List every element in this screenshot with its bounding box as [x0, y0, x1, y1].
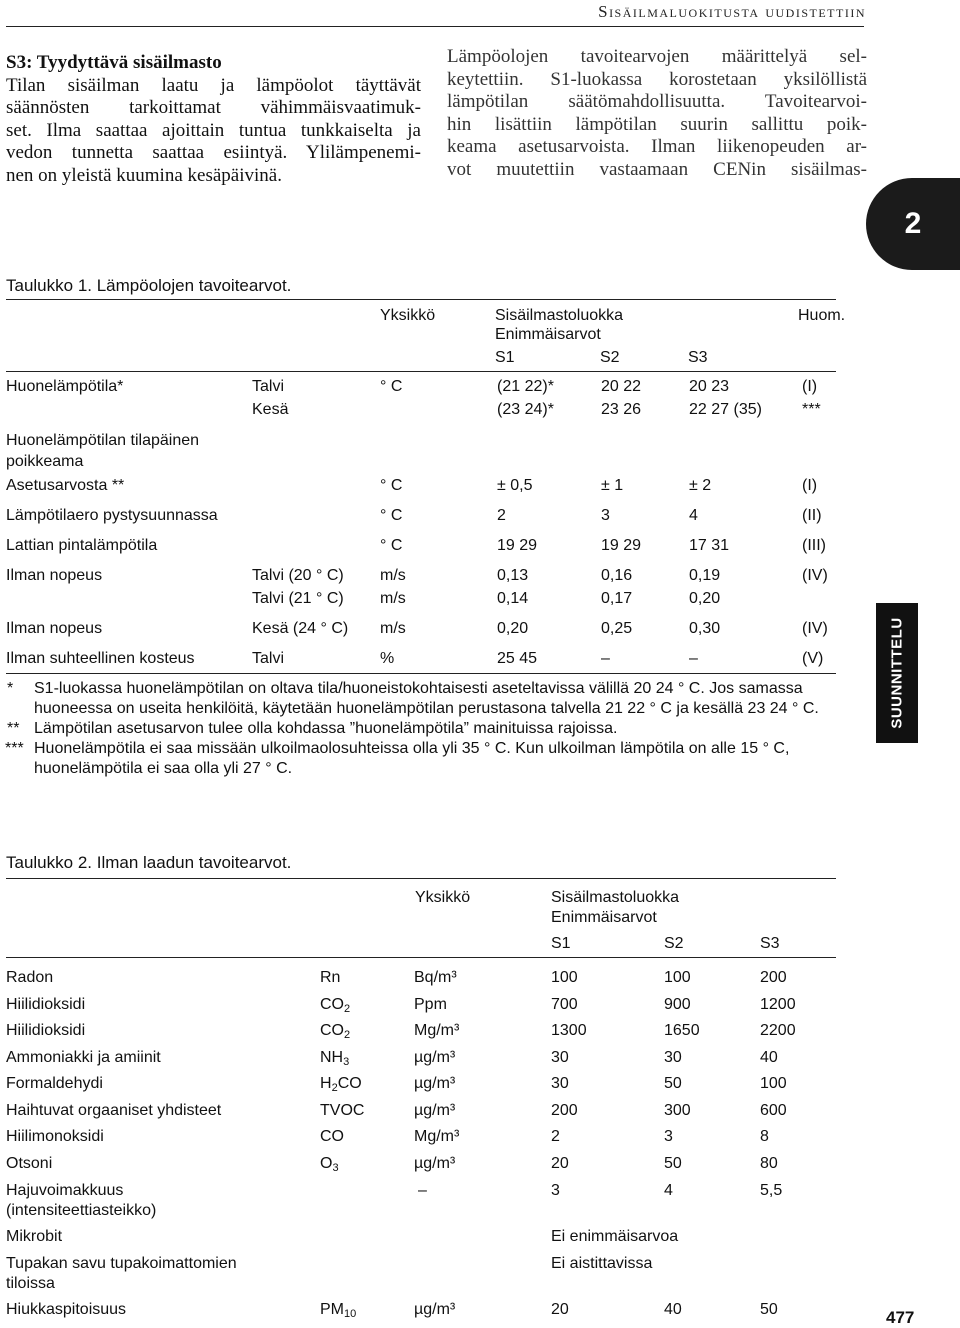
t1-cell-s2: 23 26 — [601, 401, 642, 418]
footnote-text: Huonelämpötila ei saa missään ulkoilmaolosuhteissa olla yli 35 ° C. Kun ulkoilman lämpötila on alle 15 ° C, huonelämpötila ei saa olla yli 27 ° C. — [34, 740, 790, 777]
t1-cell-c1: Lattian pintalämpötila — [6, 537, 158, 554]
t1-cell-note: (IV) — [802, 620, 828, 637]
table1-head-rule — [6, 371, 836, 372]
t2-unit: µg/m³ — [414, 1301, 456, 1318]
t1-cell-s3: ± 2 — [689, 477, 712, 494]
table1-top-rule — [6, 299, 836, 300]
symbol-main: Rn — [320, 969, 341, 986]
t1-cell-unit: ° C — [380, 507, 403, 524]
table2-caption: Taulukko 2. Ilman laadun tavoitearvot. — [6, 853, 292, 872]
symbol-main: CO — [320, 1128, 344, 1145]
t2-s1: 30 — [551, 1049, 569, 1066]
left-line: nen on yleistä kuumina kesäpäivinä. — [6, 164, 282, 186]
t2-s1: 20 — [551, 1155, 569, 1172]
t1-cell-s2: 3 — [601, 507, 610, 524]
t2-compound-name: Radon — [6, 969, 54, 986]
t1-cell-c1: Huonelämpötilan tilapäinen — [6, 432, 200, 449]
t2-head-unit: Yksikkö — [415, 889, 471, 906]
right-line: hin lisättiin lämpötilan suurin sallittu poik- — [447, 113, 867, 135]
t1-head-sub: Enimmäisarvot — [495, 326, 601, 343]
t2-head-class: Sisäilmastoluokka — [551, 889, 680, 906]
footnote-mark: * — [7, 680, 14, 697]
t1-cell-c1: Lämpötilaero pystysuunnassa — [6, 507, 218, 524]
t2-s2: 50 — [664, 1155, 682, 1172]
t1-head-class: Sisäilmastoluokka — [495, 307, 624, 324]
left-text-column — [6, 52, 421, 187]
t1-cell-c2: Talvi — [252, 650, 285, 667]
t2-s2: 30 — [664, 1049, 682, 1066]
t1-head-s2: S2 — [600, 349, 620, 366]
t1-cell-s2: – — [601, 650, 610, 667]
t2-unit: Ppm — [414, 996, 447, 1013]
t2-s2: 100 — [664, 969, 691, 986]
page-number: 477 — [886, 1308, 915, 1327]
t1-cell-s1: 25 45 — [497, 650, 538, 667]
t1-cell-s2: 0,17 — [601, 590, 633, 607]
t2-compound-name: Haihtuvat orgaaniset yhdisteet — [6, 1102, 222, 1119]
left-line: vedon tunnetta saattaa esiintyä. Ylilämpenemi- — [6, 142, 421, 163]
t1-head-note: Huom. — [798, 307, 846, 324]
t2-s3: 50 — [760, 1301, 778, 1318]
t1-cell-c1: poikkeama — [6, 453, 84, 470]
t1-cell-s3: 0,19 — [689, 567, 721, 584]
symbol-main: PM — [320, 1301, 344, 1318]
t1-cell-c1: Asetusarvosta ** — [6, 477, 125, 494]
t1-cell-s1: 2 — [497, 507, 506, 524]
t1-cell-unit: ° C — [380, 378, 403, 395]
t2-compound-name: Hajuvoimakkuus — [6, 1182, 124, 1199]
t1-cell-note: (I) — [802, 477, 818, 494]
section-side-tab — [876, 603, 918, 743]
t2-unit: – — [418, 1182, 427, 1199]
t1-cell-note: *** — [802, 401, 821, 418]
right-line: keama asetusarvoista. Ilman liikenopeuden ar- — [447, 136, 867, 157]
t2-s2: 300 — [664, 1102, 691, 1119]
t2-head-s1: S1 — [551, 935, 571, 952]
t2-s3: 80 — [760, 1155, 778, 1172]
t2-unit: Bq/m³ — [414, 969, 457, 986]
t2-s3: 5,5 — [760, 1182, 783, 1199]
symbol-tail: CO — [337, 1075, 362, 1092]
t1-cell-s1: ± 0,5 — [497, 477, 533, 494]
right-line: Lämpöolojen tavoitearvojen määrittelyä sel- — [447, 46, 867, 67]
t1-cell-unit: m/s — [380, 590, 406, 607]
t2-compound-name: Mikrobit — [6, 1228, 63, 1245]
t1-cell-s3: 20 23 — [689, 378, 730, 395]
t2-compound-name: Hiilidioksidi — [6, 1022, 86, 1039]
symbol-main: TVOC — [320, 1102, 365, 1119]
t1-cell-note: (I) — [802, 378, 818, 395]
t1-cell-s1: 0,20 — [497, 620, 529, 637]
t2-compound-name: Otsoni — [6, 1155, 53, 1172]
t2-unit: µg/m³ — [414, 1102, 456, 1119]
t2-s1: 200 — [551, 1102, 578, 1119]
t2-compound-name: Ammoniakki ja amiinit — [6, 1049, 161, 1066]
t1-cell-c2: Talvi (21 ° C) — [252, 590, 344, 607]
t1-cell-c2: Kesä — [252, 401, 289, 418]
chapter-number: 2 — [904, 207, 922, 240]
t2-symbol — [320, 1155, 339, 1173]
t2-s2: 50 — [664, 1075, 682, 1092]
t1-cell-s1: (21 22)* — [497, 378, 554, 395]
t1-cell-unit: m/s — [380, 620, 406, 637]
t2-symbol — [320, 1102, 364, 1120]
t2-head-s2: S2 — [664, 935, 684, 952]
t1-cell-note: (IV) — [802, 567, 828, 584]
t2-s1: 1300 — [551, 1022, 587, 1039]
table2-head-rule — [6, 957, 836, 958]
footnote-mark: *** — [5, 740, 24, 757]
t2-span-value: Ei aistittavissa — [551, 1255, 653, 1272]
t2-s1: 20 — [551, 1301, 569, 1318]
right-line: keytettiin. S1-luokassa korostetaan yksilöllistä — [447, 68, 867, 90]
footnote-text: Lämpötilan asetusarvon tulee olla kohdassa ”huonelämpötila” mainituissa rajoissa. — [34, 720, 618, 737]
footnote-text: S1-luokassa huonelämpötilan on oltava tila/huoneistokohtaisesti aseteltavissa välillä 20 24 ° C. Jos samassa huoneessa on useita henkilöitä, käytetään huonelämpötilan perustasona talvella 21 22 ° C ja kesällä 23 24 ° C. — [34, 680, 819, 717]
table1-caption: Taulukko 1. Lämpöolojen tavoitearvot. — [6, 276, 292, 295]
t1-cell-s2: 0,25 — [601, 620, 633, 637]
symbol-main: H — [320, 1075, 332, 1092]
t2-symbol — [320, 996, 350, 1014]
t1-cell-s3: 0,20 — [689, 590, 721, 607]
right-line: vot muutettiin vastaamaan CENin sisäilmas- — [447, 158, 867, 180]
symbol-subscript: 10 — [344, 1308, 357, 1320]
t2-s1: 100 — [551, 969, 578, 986]
t2-symbol — [320, 1128, 344, 1146]
t2-unit: µg/m³ — [414, 1049, 456, 1066]
t2-s2: 900 — [664, 996, 691, 1013]
t2-symbol — [320, 1301, 356, 1319]
t1-cell-note: (V) — [802, 650, 824, 667]
t2-s1: 3 — [551, 1182, 560, 1199]
t1-cell-c1: Ilman nopeus — [6, 620, 103, 637]
symbol-main: NH — [320, 1049, 344, 1066]
t2-s3: 1200 — [760, 996, 796, 1013]
t2-unit: Mg/m³ — [414, 1022, 460, 1039]
t2-compound-name: Formaldehydi — [6, 1075, 103, 1092]
t1-cell-s1: 0,14 — [497, 590, 529, 607]
t2-s2: 1650 — [664, 1022, 700, 1039]
t2-s3: 40 — [760, 1049, 778, 1066]
table2-top-rule — [6, 878, 836, 879]
t2-symbol — [320, 1022, 350, 1040]
t1-cell-unit: ° C — [380, 477, 403, 494]
t2-symbol — [320, 969, 340, 987]
t1-cell-c1: Ilman suhteellinen kosteus — [6, 650, 195, 667]
symbol-subscript: 3 — [343, 1056, 350, 1068]
t2-unit: Mg/m³ — [414, 1128, 460, 1145]
t2-s2: 3 — [664, 1128, 673, 1145]
t1-cell-unit: ° C — [380, 537, 403, 554]
t1-cell-unit: % — [380, 650, 395, 667]
t1-head-s1: S1 — [495, 349, 515, 366]
t1-cell-note: (II) — [802, 507, 822, 524]
t2-s1: 700 — [551, 996, 578, 1013]
t2-unit: µg/m³ — [414, 1155, 456, 1172]
t1-cell-s2: 19 29 — [601, 537, 642, 554]
left-line: set. Ilma saattaa ajoittain tuntua tunkkaiselta ja — [6, 119, 421, 141]
footnote-mark: ** — [7, 720, 20, 737]
chapter-tab — [866, 178, 960, 270]
t2-compound-name: Hiilimonoksidi — [6, 1128, 104, 1145]
t2-s3: 600 — [760, 1102, 787, 1119]
t1-cell-s1: 19 29 — [497, 537, 538, 554]
t2-compound-name-cont: tiloissa — [6, 1275, 55, 1292]
t1-cell-s2: 20 22 — [601, 378, 642, 395]
running-header: Sisäilmaluokitusta uudistettiin — [598, 2, 866, 21]
t1-cell-s3: 0,30 — [689, 620, 721, 637]
left-line: säännösten tarkoittamat vähimmäisvaatimuk- — [6, 97, 421, 118]
t1-cell-s2: 0,16 — [601, 567, 633, 584]
t1-cell-unit: m/s — [380, 567, 406, 584]
t2-head-sub: Enimmäisarvot — [551, 909, 657, 926]
section-heading: S3: Tyydyttävä sisäilmasto — [6, 52, 222, 73]
t1-cell-c1: Huonelämpötila* — [6, 378, 124, 395]
symbol-subscript: 2 — [344, 1003, 351, 1015]
symbol-subscript: 2 — [344, 1029, 351, 1041]
t2-s3: 2200 — [760, 1022, 796, 1039]
t1-cell-s1: 0,13 — [497, 567, 529, 584]
t1-cell-s3: 17 31 — [689, 537, 730, 554]
symbol-main: CO — [320, 1022, 344, 1039]
t2-s1: 2 — [551, 1128, 560, 1145]
side-tab-label: SUUNNITTELU — [888, 617, 906, 729]
t2-span-value: Ei enimmäisarvoa — [551, 1228, 679, 1245]
t2-compound-name: Hiilidioksidi — [6, 996, 86, 1013]
t1-cell-c2: Kesä (24 ° C) — [252, 620, 349, 637]
t1-cell-c2: Talvi — [252, 378, 285, 395]
symbol-main: CO — [320, 996, 344, 1013]
header-rule — [6, 26, 864, 27]
right-text-column — [447, 46, 867, 181]
t2-s3: 8 — [760, 1128, 769, 1145]
symbol-main: O — [320, 1155, 333, 1172]
t1-cell-c1: Ilman nopeus — [6, 567, 103, 584]
t2-s2: 40 — [664, 1301, 682, 1318]
t2-s3: 100 — [760, 1075, 787, 1092]
t1-cell-s2: ± 1 — [601, 477, 624, 494]
t2-symbol — [320, 1075, 362, 1093]
symbol-subscript: 2 — [331, 1082, 338, 1094]
t2-symbol — [320, 1049, 349, 1067]
t1-head-s3: S3 — [688, 349, 708, 366]
left-line: Tilan sisäilman laatu ja lämpöolot täyttävät — [6, 74, 421, 96]
t1-head-unit: Yksikkö — [380, 307, 436, 324]
t2-compound-name: Tupakan savu tupakoimattomien — [6, 1255, 237, 1272]
symbol-subscript: 3 — [332, 1162, 339, 1174]
t1-cell-s1: (23 24)* — [497, 401, 554, 418]
t1-cell-c2: Talvi (20 ° C) — [252, 567, 344, 584]
right-line: lämpötilan säätömahdollisuutta. Tavoitearvoi- — [447, 91, 867, 112]
t2-unit: µg/m³ — [414, 1075, 456, 1092]
t2-s3: 200 — [760, 969, 787, 986]
t1-cell-note: (III) — [802, 537, 826, 554]
t1-cell-s3: 4 — [689, 507, 698, 524]
t2-head-s3: S3 — [760, 935, 780, 952]
t1-cell-s3: – — [689, 650, 698, 667]
t2-s1: 30 — [551, 1075, 569, 1092]
table1-bottom-rule — [6, 673, 836, 674]
t2-compound-name-cont: (intensiteettiasteikko) — [6, 1202, 157, 1219]
t1-cell-s3: 22 27 (35) — [689, 401, 762, 418]
t2-compound-name: Hiukkaspitoisuus — [6, 1301, 127, 1318]
t2-s2: 4 — [664, 1182, 673, 1199]
